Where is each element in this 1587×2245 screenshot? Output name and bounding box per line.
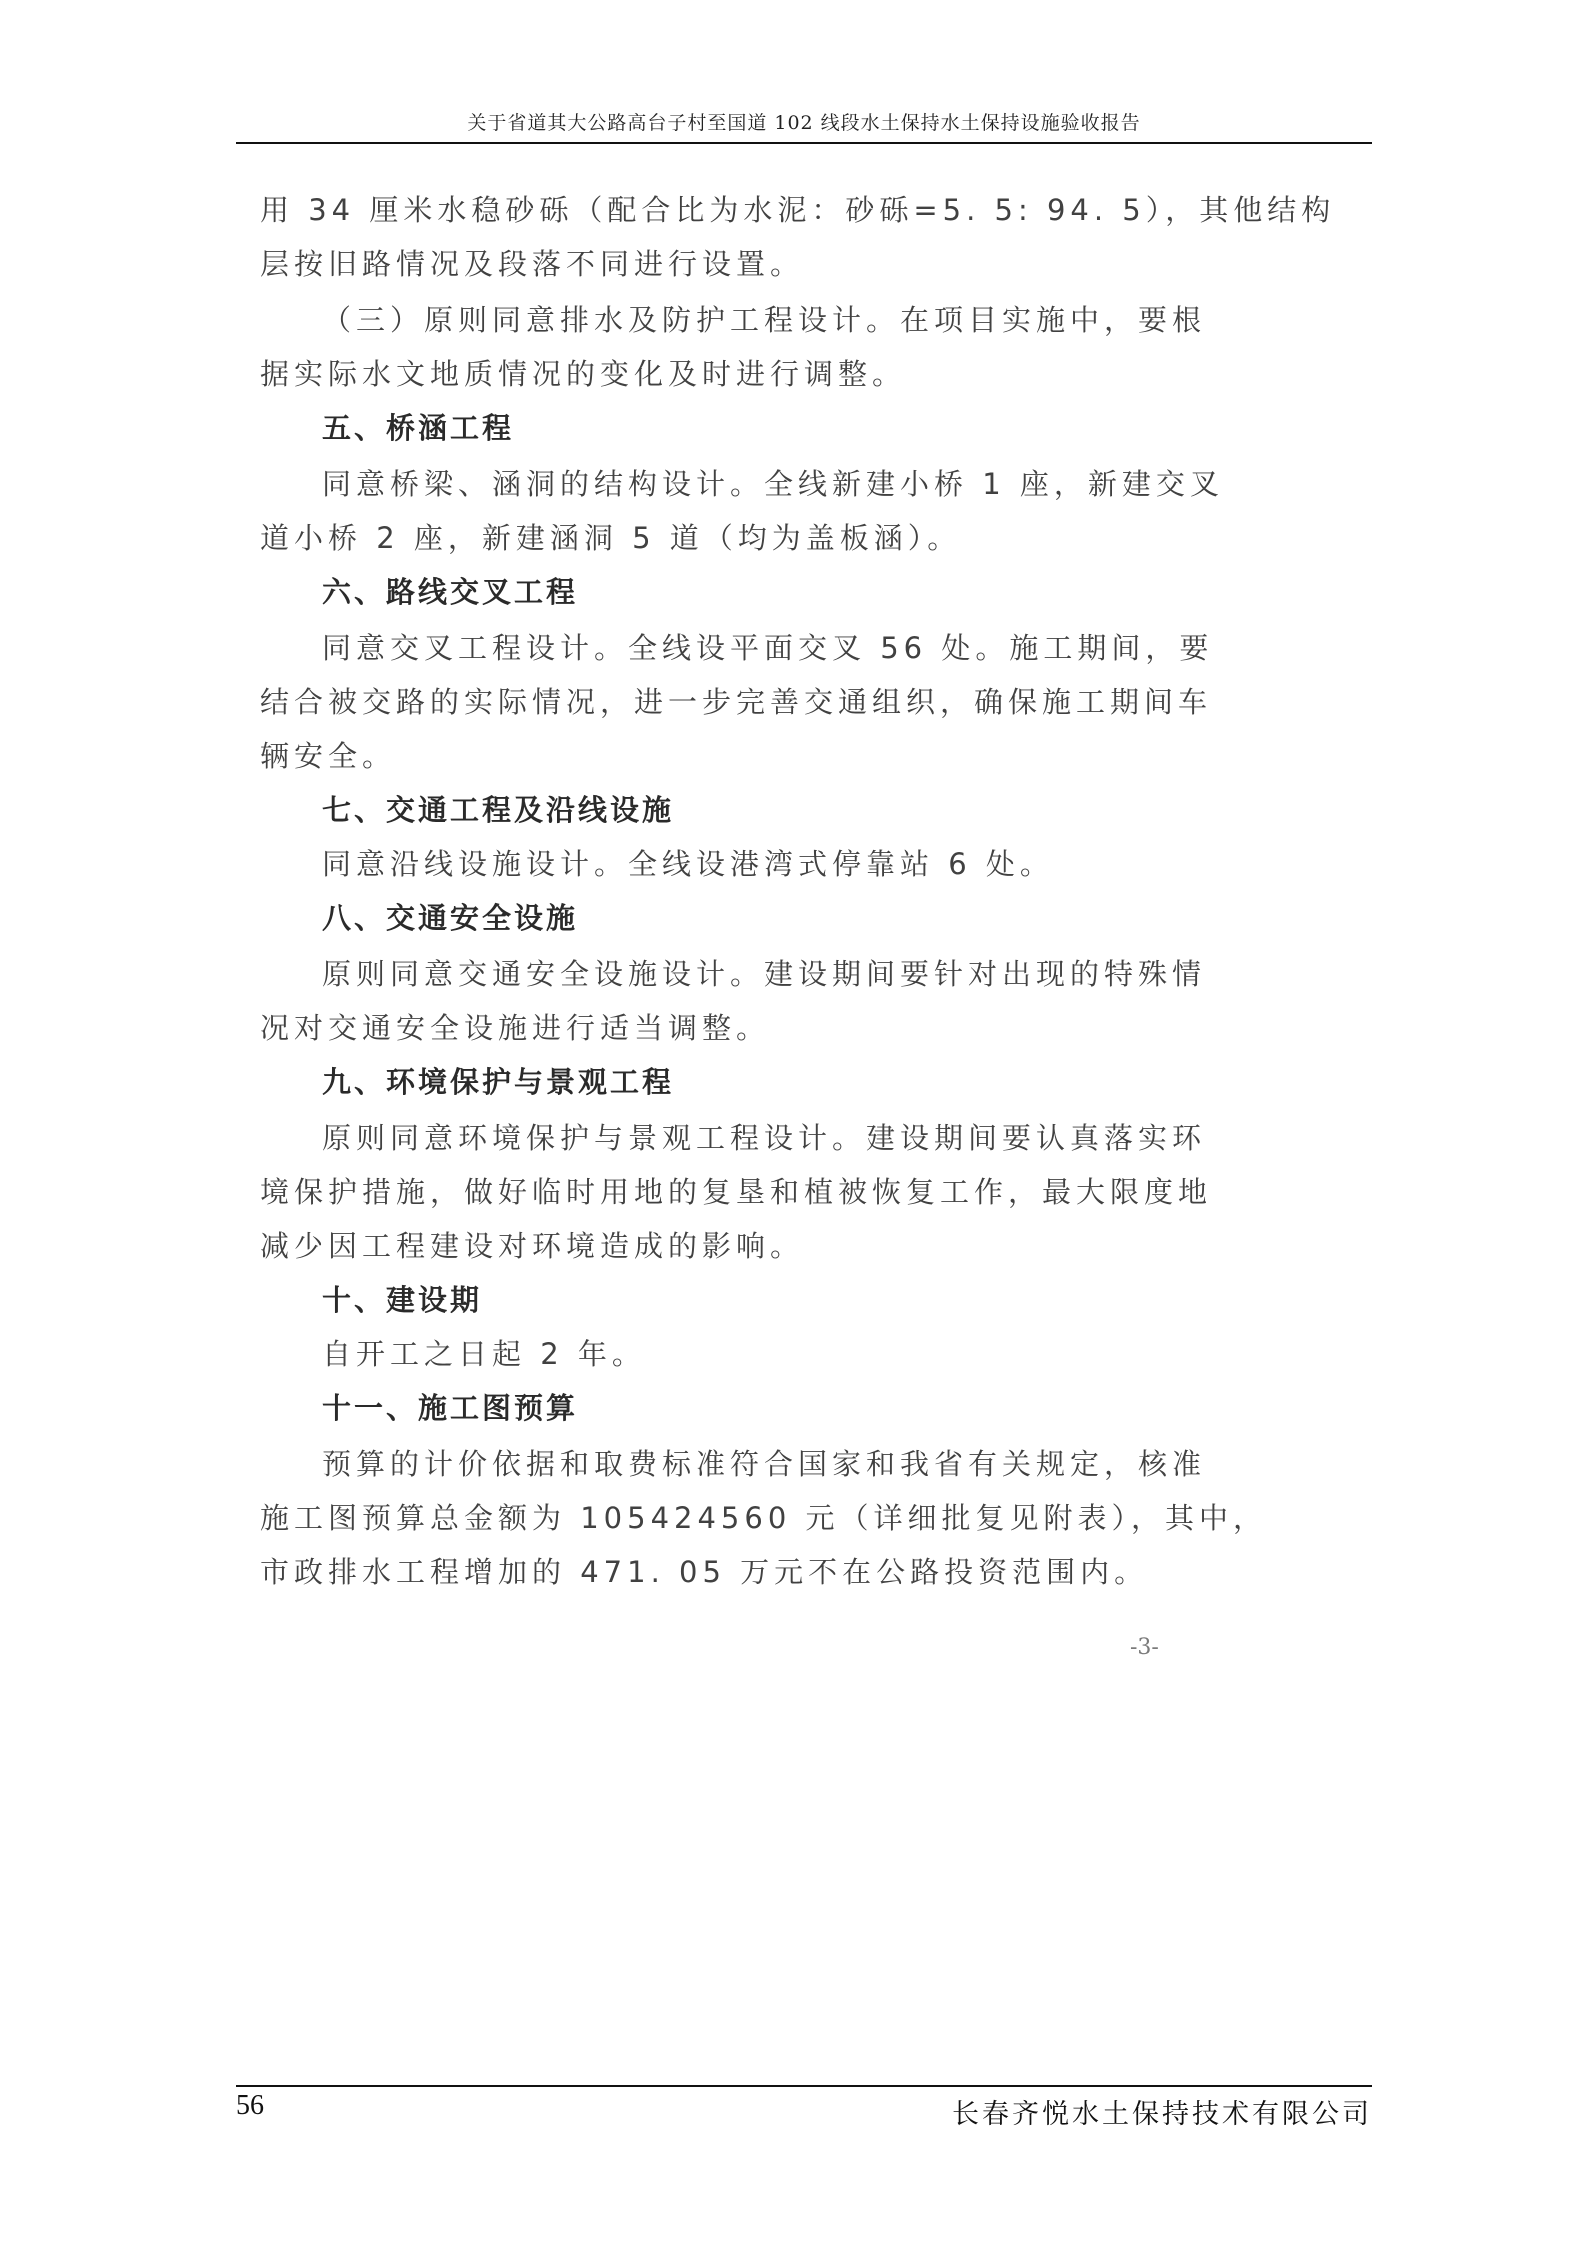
body-line: 原则同意环境保护与景观工程设计。建设期间要认真落实环 <box>322 1121 1207 1155</box>
section-heading: 八、交通安全设施 <box>322 901 579 935</box>
footer-page-number: 56 <box>236 2090 264 2121</box>
body-line: 预算的计价依据和取费标准符合国家和我省有关规定，核准 <box>322 1447 1207 1481</box>
body-line: 用 34 厘米水稳砂砾（配合比为水泥：砂砾=5. 5: 94. 5），其他结构 <box>260 193 1336 227</box>
section-heading: 九、环境保护与景观工程 <box>322 1065 675 1099</box>
scan-page-number: -3- <box>1130 1635 1159 1660</box>
body-line: 据实际水文地质情况的变化及时进行调整。 <box>260 357 907 391</box>
section-heading: 十一、施工图预算 <box>322 1391 579 1425</box>
body-line: 辆安全。 <box>260 739 397 773</box>
section-heading: 六、路线交叉工程 <box>322 575 579 609</box>
scanned-approval-page <box>260 190 1336 1690</box>
body-line: 同意桥梁、涵洞的结构设计。全线新建小桥 1 座，新建交叉 <box>322 467 1224 501</box>
body-line: 施工图预算总金额为 105424560 元（详细批复见附表），其中， <box>260 1501 1267 1535</box>
body-line: 同意交叉工程设计。全线设平面交叉 56 处。施工期间，要 <box>322 631 1214 665</box>
body-line: 结合被交路的实际情况，进一步完善交通组织，确保施工期间车 <box>260 685 1213 719</box>
body-line: 道小桥 2 座，新建涵洞 5 道（均为盖板涵）。 <box>260 521 962 555</box>
section-heading: 五、桥涵工程 <box>322 411 515 445</box>
footer-company-name: 长春齐悦水土保持技术有限公司 <box>952 2099 1372 2130</box>
footer-divider <box>236 2085 1372 2087</box>
body-line: 层按旧路情况及段落不同进行设置。 <box>260 247 805 281</box>
body-line: （三）原则同意排水及防护工程设计。在项目实施中，要根 <box>322 303 1207 337</box>
body-line: 况对交通安全设施进行适当调整。 <box>260 1011 771 1045</box>
header-divider <box>236 142 1372 144</box>
body-line: 同意沿线设施设计。全线设港湾式停靠站 6 处。 <box>322 847 1054 881</box>
body-line: 境保护措施，做好临时用地的复垦和植被恢复工作，最大限度地 <box>260 1175 1213 1209</box>
report-header-title: 关于省道其大公路高台子村至国道 102 线段水土保持水土保持设施验收报告 <box>467 112 1141 134</box>
body-line: 自开工之日起 2 年。 <box>322 1337 646 1371</box>
body-line: 减少因工程建设对环境造成的影响。 <box>260 1229 805 1263</box>
section-heading: 十、建设期 <box>322 1283 483 1317</box>
section-heading: 七、交通工程及沿线设施 <box>322 793 675 827</box>
body-line: 原则同意交通安全设施设计。建设期间要针对出现的特殊情 <box>322 957 1207 991</box>
body-line: 市政排水工程增加的 471. 05 万元不在公路投资范围内。 <box>260 1555 1149 1589</box>
